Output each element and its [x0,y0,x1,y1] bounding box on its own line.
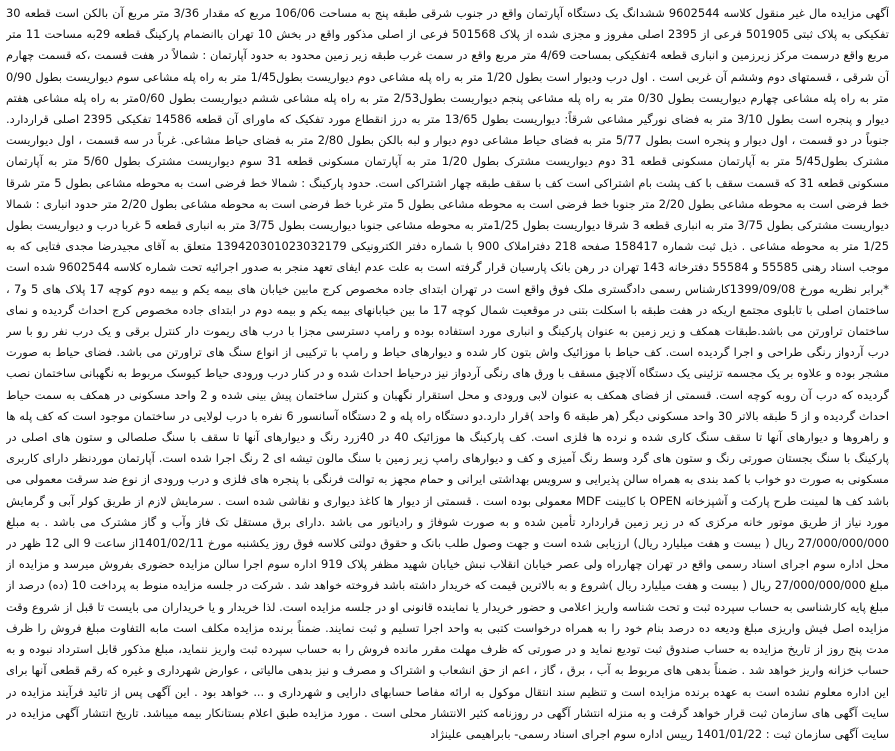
auction-notice-text: آگهی مزایده مال غیر منقول کلاسه 9602544 ششدانگ یک دستگاه آپارتمان واقع در جنوب شرقی طبقه پنج به مساحت 106/06 مربع که مقدار 3/36 متر مربع آن بالکن است قطعه 30 تفکیکی به پلاک ثبتی 501905 فرعی از 2395 اصلی مفروز و مجزی شده از پلاک 501568 فرعی از اصلی مذکور واقع در بخش 10 تهران باانضمام پارکینگ قطعه 29به مساحت 11 متر مربع واقع درسمت مرکز زیرزمین و انباری قطعه 4تفکیکی بمساحت 4/69 متر مربع واقع در سمت غرب طبقه زیر زمین محدود به حدود آپارتمان : شمالاً در هفت قسمت ،که قسمت چهارم آن شرقی ، قسمتهای دوم وششم آن غربی است . اول درب ودیوار است بطول 1/20 متر به راه پله مشاعی دوم دیواریست بطول1/45 متر به راه پله مشاعی سوم دیواریست بطول 0/90 متر به راه پله مشاعی چهارم دیواریست بطول 0/30 متر به راه پله مشاعی پنجم دیواریست بطول2/53 متر به راه پله مشاعی ششم دیواریست بطول 0/60متر به راه پله مشاعی هفتم دیوار و پنجره است بطول 3/10 متر به فضای نورگیر مشاعی شرقاً: دیواریست بطول 13/65 متر به درز انقطاع مورد تفکیک که ماورای آن قطعه 14586 تفکیکی 2395 اصلی قراردارد. جنوباً در دو قسمت ، اول دیوار و پنجره است بطول 5/77 متر به فضای حیاط مشاعی دوم دیوار و لبه بالکن بطول 2/80 متر به فضای حیاط مشاعی. غرباً در سه قسمت ، اول دیواریست مشترک بطول5/45 متر به آپارتمان مسکونی قطعه 31 دوم دیواریست مشترک بطول 1/20 متر به آپارتمان مسکونی قطعه 31 سوم دیواریست مشترک بطول 5/60 متر به آپارتمان مسکونی قطعه 31 که قسمت سقف با کف پشت بام اشتراکی است کف با سقف طبقه چهار اشتراکی است. حدود پارکینگ : شمالا خط فرضی است به محوطه مشاعی بطول 5 متر شرقا خط فرضی است به محوطه مشاعی بطول 2/20 متر جنوبا خط فرضی است به محوطه مشاعی بطول 5 متر غربا خط فرضی است به محوطه مشاعی بطول 2/20 متر حدود انباری : شمالا دیواریست مشترکی بطول 3/75 متر به انباری قطعه 3 شرقا دیواریست بطول 1/25متر به محوطه مشاعی جنوبا دیواریست بطول 3/75 متر به انباری قطعه 5 غربا درب و دیواریست بطول 1/25 متر به محوطه مشاعی . ذیل ثبت شماره 158417 صفحه 218 دفتراملاک 900 با شماره دفتر الکترونیکی 139420301023032179 متعلق به آقای مجیدرضا مجدی فتایی که به موجب اسناد رهنی 55585 و 55584 دفترخانه 143 تهران در رهن بانک پارسیان قرار گرفته است به علت عدم ایفای تعهد منجر به صدور اجرائیه تحت شماره کلاسه 9602544 شده است *برابر نظریه مورخ 1399/09/08کارشناس رسمی دادگستری ملک فوق واقع است در تهران ابتدای جاده مخصوص کرج مابین خیابان های بیمه یکم و بیمه دوم کوچه 17 پلاک های 5 و7 ، ساختمان اصلی با تابلوی مجتمع اریکه در هفت طبقه با اسکلت بتنی در موقعیت شمال کوچه 17 ما بین خیابانهای بیمه یکم و بیمه دوم در ابتدای جاده مخصوص کرج احداث گردیده و نمای ساختمان تراورتن می باشد.طبقات همکف و زیر زمین به عنوان پارکینگ و انباری مورد استفاده بوده و رامپ دسترسی مجزا با درب های ریموت دار کنترل برقی و یک درب نفر رو با سر درب آردواز رنگی طراحی و اجرا گردیده است. کف حیاط با موزائیک واش بتون کار شده و دیوارهای حیاط و رامپ با ترکیبی از انواع سنگ های تراورتن می باشد. فضای حیاط به صورت مشجر بوده و علاوه بر یک مجسمه تزئینی یک دستگاه آلاچیق مسقف با ورق های رنگی آردواز نیز درحیاط احداث شده و در کنار درب ورودی حیاط کیوسک مربوط به نگهبانی ساختمان نصب گردیده که درب آن روبه کوچه است. قسمتی از فضای همکف به عنوان لابی ورودی و محل استقرار نگهبان و کنترل ساختمان پیش بینی شده و 2 واحد مسکونی در همکف به سمت حیاط احداث گردیده و از 5 طبقه بالاتر 30 واحد مسکونی دیگر (هر طبقه 6 واحد )قرار دارد.دو دستگاه راه پله و 2 دستگاه آسانسور 6 نفره با درب لولایی در ساختمان موجود است که کف پله ها و راهروها و دیوارهای آنها تا سقف سنگ کاری شده و نرده ها فلزی است. کف پارکینگ ها موزائیک 40 در 40زرد رنگ و دیوارهای آنها تا سقف با سنگ صلصالی و ستون های اصلی در پارکینگ با سنگ بجستان صورتی رنگ و ستون های گرد وسط رنگ آمیزی و کف و دیوارهای رامپ زیر زمین با سنگ مالون تیشه ای 2 رنگ اجرا شده است. آپارتمان موردنظر دارای کاربری مسکونی به صورت دو خواب با کمد بندی به همراه سالن پذیرایی و سرویس بهداشتی ایرانی و حمام مجهز به توالت فرنگی با پنجره های فلزی و درب ورودی از نوع ضد سرقت معمولی می باشد کف ها لمینت طرح پارکت و آشپزخانه OPEN با کابینت MDF معمولی بوده است . قسمتی از دیوار ها کاغذ دیواری و نقاشی شده است . سرمایش لازم از طریق کولر آبی و گرمایش مورد نیاز از طریق موتور خانه مرکزی که در زیر زمین قراردارد تأمین شده و به صورت شوفاژ و رادیاتور می باشد .دارای برق مستقل تک فاز وآب و گاز مشترک می باشد . به مبلغ 27/000/000/000 ریال ( بیست و هفت میلیارد ریال) ارزیابی شده است و جهت وصول طلب بانک و حقوق دولتی کلاسه فوق روز یکشنبه مورخ 1401/02/11از ساعت 9 الی 12 ظهر در محل اداره سوم اجرای اسناد رسمی واقع در تهران چهارراه ولی عصر خیابان انقلاب نبش خیابان شهید مظفر پلاک 919 اداره سوم اجرا سالن مزایده حضوری بفروش میرسد و مزایده از مبلغ 27/000/000/000 ریال ( بیست و هفت میلیارد ریال )شروع و به بالاترین قیمت که خریدار داشته باشد فروخته خواهد شد . شرکت در جلسه مزایده منوط به پرداخت 10 (ده) درصد از مبلغ پایه کارشناسی به حساب سپرده ثبت و تحت شناسه واریز اعلامی و حضور خریدار یا نماینده قانونی او در جلسه مزایده است. لذا خریدار و یا خریداران می بایست تا قبل از شروع وقت مزایده اصل فیش واریزی مبلغ ودیعه ده درصد بنام خود را به همراه درخواست کتبی به واحد اجرا تسلیم و ثبت نمایند. ضمناً برنده مزایده مکلف است مابه التفاوت مبلغ فروش را ظرف مدت پنج روز از تاریخ مزایده به حساب صندوق ثبت تودیع نماید و در صورتی که ظرف مهلت مقرر مانده فروش را به حساب سپرده ثبت واریز ننماید، مبلغ مذکور قابل استرداد نبوده و به حساب خزانه واریز خواهد شد . ضمناً بدهی های مربوط به آب ، برق ، گاز ، اعم از حق انشعاب و اشتراک و مصرف و نیز بدهی مالیاتی ، عوارض شهرداری و غیره که رقم قطعی آنها برای این اداره معلوم نشده است به عهده برنده مزایده است و تنظیم سند انتقال موکول به ارائه مفاصا حسابهای دارایی و شهرداری و ... خواهد بود . این آگهی پس از تائید فرآیند مزایده در سایت آگهی های سازمان ثبت قرار خواهد گرفت و به منزله انتشار آگهی در روزنامه کثیر الانتشار محلی است . مورد مزایده طبق اعلام بستانکار بیمه میباشد. تاریخ انتشار آگهی مزایده در سایت آگهی سازمان ثبت : 1401/01/22 رییس اداره سوم اجرای اسناد رسمی- بابراهیمی علینژاد [6,6,889,741]
